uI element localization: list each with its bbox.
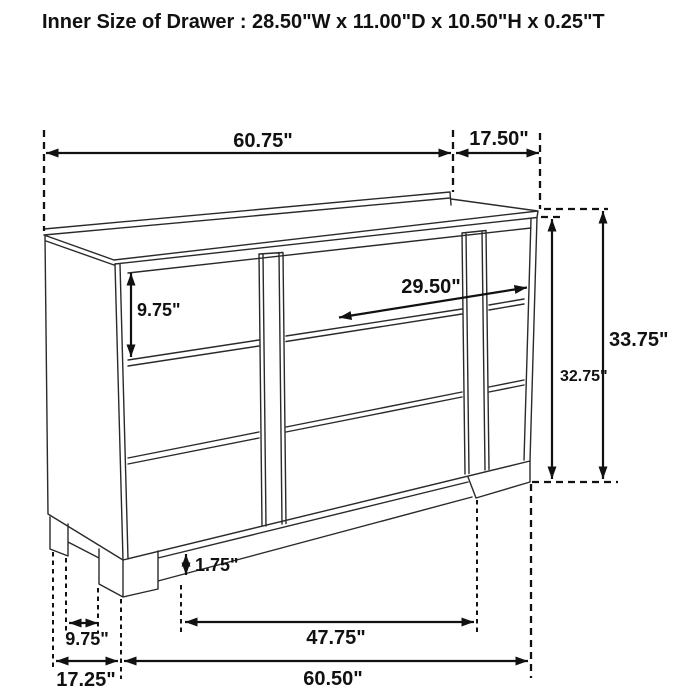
dresser-front-face-lines [115,218,537,561]
dresser-side-panel-lines [45,236,123,560]
diagram-title: Inner Size of Drawer : 28.50"W x 11.00"D x 10.50"H x 0.25"T [42,11,605,33]
dim-label-front-leg-span: 47.75" [306,627,366,649]
dim-label-side-leg-gap: 9.75" [65,629,109,649]
dim-label-case-height: 32.75" [560,368,608,385]
dresser-body-lines [44,192,538,597]
dim-label-top-depth: 17.50" [469,128,529,150]
dim-label-top-width: 60.75" [233,130,293,152]
dim-label-base-width: 60.50" [303,668,363,690]
dim-label-base-height: 1.75" [195,555,239,575]
dim-label-overall-height: 33.75" [609,329,669,351]
extension-lines-fine [53,500,477,679]
dresser-top-lines [44,192,538,265]
dim-label-base-depth: 17.25" [56,669,116,691]
dim-label-drawer-width: 29.50" [401,276,461,298]
dresser-divider-bar-lines [259,231,489,527]
dim-label-drawer-front-height: 9.75" [137,300,181,320]
